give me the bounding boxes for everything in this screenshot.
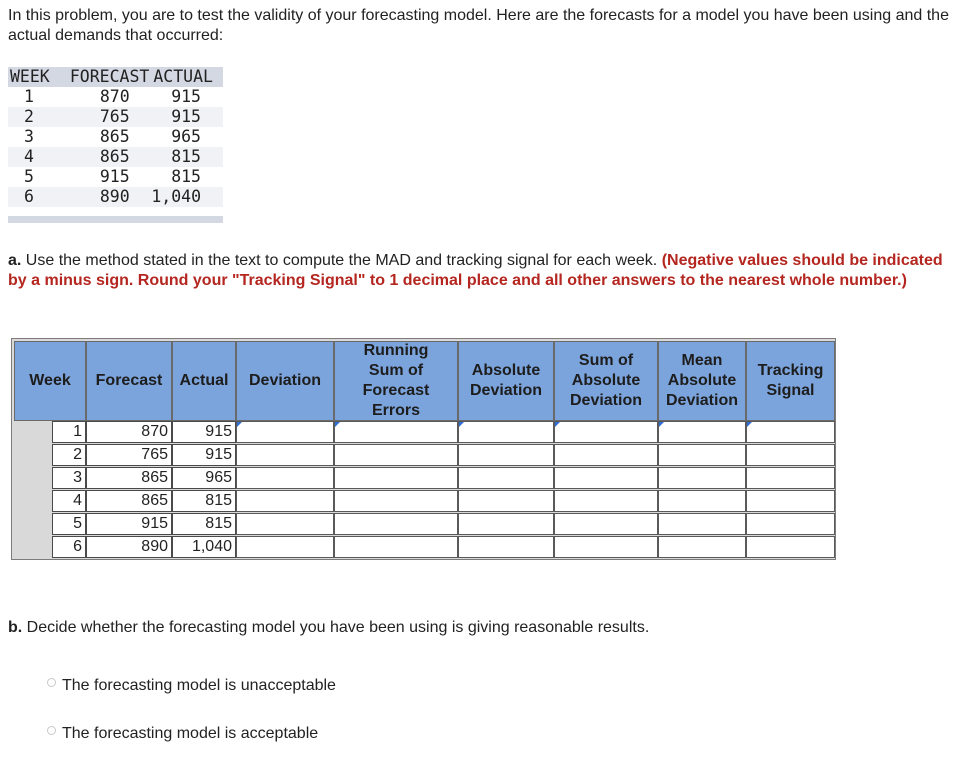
rsfe-input-week-4[interactable]: [334, 490, 458, 512]
option-unacceptable[interactable]: [47, 676, 336, 696]
input-marker-icon: [237, 422, 242, 427]
problem-intro: In this problem, you are to test the validity of your forecasting model. Here are the forecasts for a model you have been using and the actual demands that occurred:: [8, 7, 949, 44]
forecast-cell: 890: [86, 536, 172, 558]
tracking-signal-input-week-6[interactable]: [746, 536, 835, 558]
header-sum-absolute-deviation: Sum of Absolute Deviation: [554, 341, 658, 421]
given-forecast: 865: [99, 127, 130, 146]
abs-deviation-input-week-2[interactable]: [458, 444, 554, 466]
actual-cell: 1,040: [172, 536, 236, 558]
given-header-actual: ACTUAL: [151, 67, 223, 87]
option-unacceptable-label: The forecasting model is unacceptable: [62, 677, 336, 694]
sum-abs-deviation-input-week-4[interactable]: [554, 490, 658, 512]
mad-input-week-1[interactable]: [658, 421, 746, 443]
input-marker-icon: [659, 422, 664, 427]
given-week: 3: [24, 127, 34, 146]
mad-input-week-4[interactable]: [658, 490, 746, 512]
radio-circle-icon[interactable]: [47, 678, 56, 687]
forecast-cell: 865: [86, 490, 172, 512]
radio-circle-icon[interactable]: [47, 726, 56, 735]
rsfe-input-week-6[interactable]: [334, 536, 458, 558]
forecast-cell: 870: [86, 421, 172, 443]
given-week: 5: [24, 167, 34, 186]
answer-table-body: [12, 421, 835, 559]
rsfe-input-week-5[interactable]: [334, 513, 458, 535]
sum-abs-deviation-input-week-6[interactable]: [554, 536, 658, 558]
header-tracking-signal: Tracking Signal: [746, 341, 835, 421]
header-mean-absolute-deviation: Mean Absolute Deviation: [658, 341, 746, 421]
option-acceptable[interactable]: [47, 724, 318, 744]
given-actual: 965: [171, 127, 201, 146]
given-table-row: [8, 147, 223, 167]
deviation-input-week-5[interactable]: [236, 513, 334, 535]
header-deviation: Deviation: [236, 341, 334, 421]
given-actual: 915: [151, 107, 223, 127]
given-actual: 1,040: [151, 187, 223, 207]
mad-input-week-2[interactable]: [658, 444, 746, 466]
sum-abs-deviation-input-week-2[interactable]: [554, 444, 658, 466]
input-marker-icon: [335, 422, 340, 427]
rsfe-input-week-2[interactable]: [334, 444, 458, 466]
given-table-footer-bar: [8, 216, 223, 223]
week-cell: 6: [52, 536, 86, 558]
actual-cell: 915: [172, 444, 236, 466]
given-table-row: [8, 107, 223, 127]
abs-deviation-input-week-1[interactable]: [458, 421, 554, 443]
given-table-row: [8, 187, 223, 207]
given-table-row: [8, 127, 223, 147]
actual-cell: 815: [172, 513, 236, 535]
header-week: Week: [14, 341, 86, 421]
part-a-prompt: [8, 251, 953, 291]
deviation-input-week-2[interactable]: [236, 444, 334, 466]
given-forecast: 865: [68, 147, 151, 167]
given-header-forecast: FORECAST: [69, 67, 150, 86]
given-table-header-row: [8, 67, 223, 87]
sum-abs-deviation-input-week-5[interactable]: [554, 513, 658, 535]
forecast-cell: 765: [86, 444, 172, 466]
given-week: 2: [8, 107, 68, 127]
header-absolute-deviation: Absolute Deviation: [458, 341, 554, 421]
week-cell: 3: [52, 467, 86, 489]
input-marker-icon: [555, 422, 560, 427]
week-cell: 1: [52, 421, 86, 443]
given-header-week: WEEK: [8, 67, 68, 87]
given-actual: 915: [171, 87, 201, 106]
week-cell: 2: [52, 444, 86, 466]
sum-abs-deviation-input-week-3[interactable]: [554, 467, 658, 489]
given-week: 1: [24, 87, 34, 106]
part-b-text: Decide whether the forecasting model you have been using is giving reasonable results.: [26, 619, 650, 636]
input-marker-icon: [459, 422, 464, 427]
mad-input-week-6[interactable]: [658, 536, 746, 558]
actual-cell: 965: [172, 467, 236, 489]
part-b-prompt: [8, 618, 649, 638]
given-table-row: [8, 87, 223, 107]
header-running-sum-forecast-errors: Running Sum of Forecast Errors: [334, 341, 458, 421]
given-actual: 815: [151, 147, 223, 167]
given-week: 4: [8, 147, 68, 167]
forecast-cell: 915: [86, 513, 172, 535]
given-table-row: [8, 167, 223, 187]
mad-input-week-5[interactable]: [658, 513, 746, 535]
tracking-signal-input-week-2[interactable]: [746, 444, 835, 466]
rsfe-input-week-3[interactable]: [334, 467, 458, 489]
tracking-signal-input-week-1[interactable]: [746, 421, 835, 443]
tracking-signal-input-week-4[interactable]: [746, 490, 835, 512]
option-acceptable-label: The forecasting model is acceptable: [62, 725, 319, 742]
part-b-label: b.: [8, 619, 23, 636]
tracking-signal-input-week-5[interactable]: [746, 513, 835, 535]
given-forecast: 890: [68, 187, 151, 207]
sum-abs-deviation-input-week-1[interactable]: [554, 421, 658, 443]
given-actual: 815: [171, 167, 201, 186]
header-forecast: Forecast: [86, 341, 172, 421]
abs-deviation-input-week-4[interactable]: [458, 490, 554, 512]
rsfe-input-week-1[interactable]: [334, 421, 458, 443]
given-forecast: 765: [68, 107, 151, 127]
actual-cell: 915: [172, 421, 236, 443]
part-a-rounding-note: (Negative values should be indicated by a minus sign. Round your "Tracking Signal" to 1 decimal place and all other answers to the nearest whole number.): [8, 252, 943, 289]
part-a-text: Use the method stated in the text to compute the MAD and tracking signal for each week.: [25, 252, 658, 269]
abs-deviation-input-week-3[interactable]: [458, 467, 554, 489]
forecast-cell: 865: [86, 467, 172, 489]
given-forecast: 870: [99, 87, 130, 106]
abs-deviation-input-week-6[interactable]: [458, 536, 554, 558]
part-a-label: a.: [8, 252, 22, 269]
actual-cell: 815: [172, 490, 236, 512]
week-cell: 4: [52, 490, 86, 512]
given-week: 6: [8, 187, 68, 207]
given-forecast: 915: [99, 167, 130, 186]
deviation-input-week-4[interactable]: [236, 490, 334, 512]
deviation-input-week-1[interactable]: [236, 421, 334, 443]
week-cell: 5: [52, 513, 86, 535]
deviation-input-week-6[interactable]: [236, 536, 334, 558]
tracking-signal-input-week-3[interactable]: [746, 467, 835, 489]
mad-input-week-3[interactable]: [658, 467, 746, 489]
input-marker-icon: [747, 422, 752, 427]
header-actual: Actual: [172, 341, 236, 421]
given-data-table: [8, 67, 223, 207]
deviation-input-week-3[interactable]: [236, 467, 334, 489]
abs-deviation-input-week-5[interactable]: [458, 513, 554, 535]
answer-table: [11, 338, 836, 560]
